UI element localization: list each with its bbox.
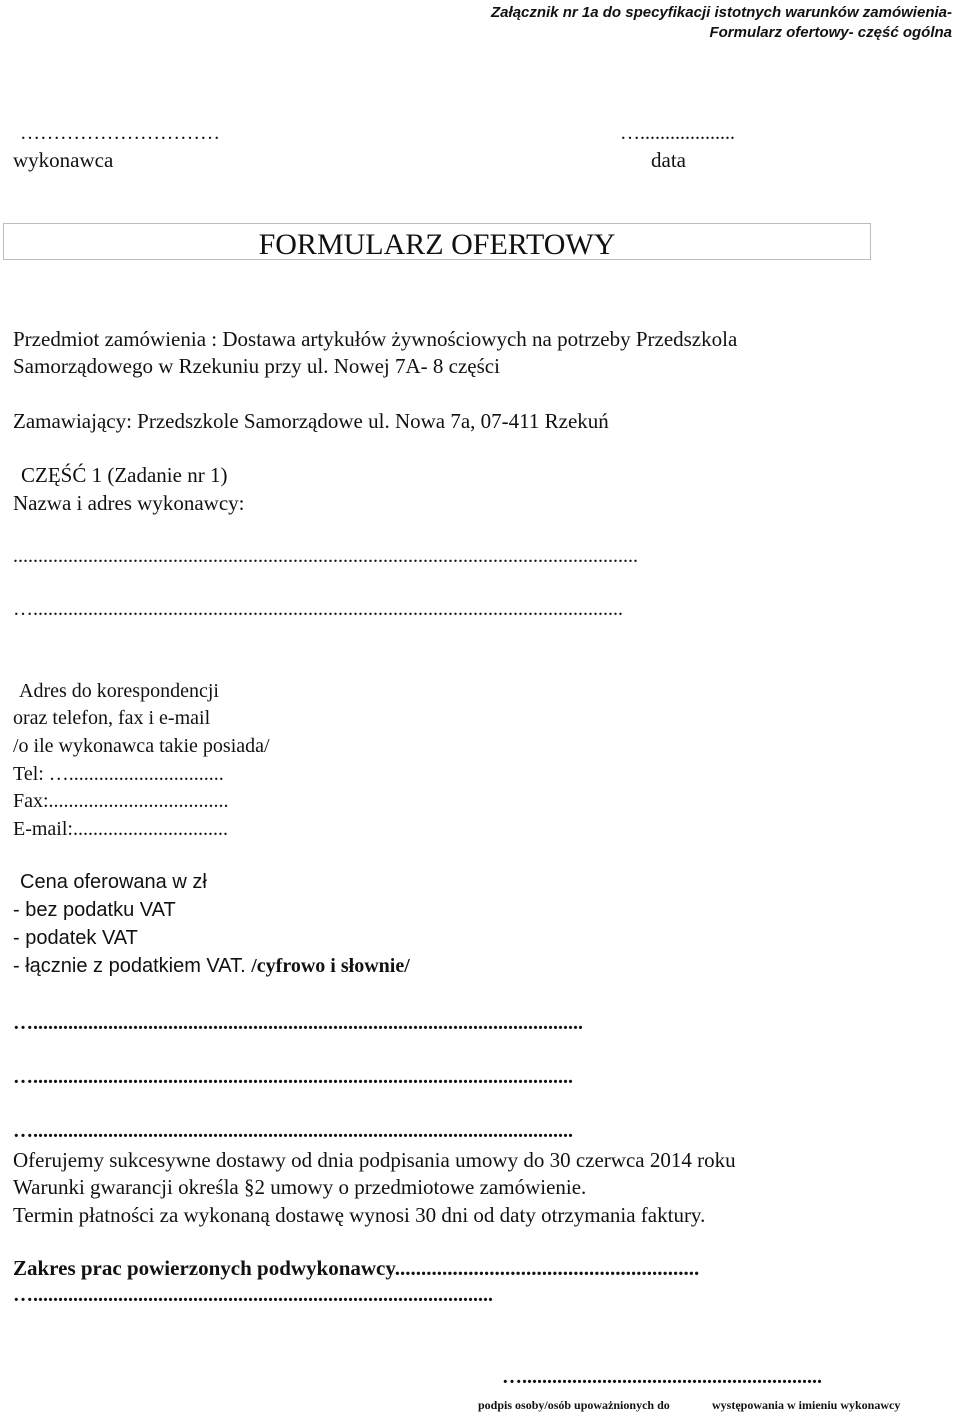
contractor-name-dots-2: …...................................................................................................................... [13,598,623,620]
data-dots: …................... [620,122,735,144]
terms-warranty: Warunki gwarancji określa §2 umowy o przedmiotowe zamówienie. [13,1175,587,1199]
subject-line1: Przedmiot zamówienia : Dostawa artykułów żywnościowych na potrzeby Przedszkola [13,327,738,351]
price-dots-3: …............................................................................................................ [13,1120,573,1142]
title-box [3,223,871,260]
terms-delivery: Oferujemy sukcesywne dostawy od dnia podpisania umowy do 30 czerwca 2014 roku [13,1148,736,1172]
price-dots-1: ….............................................................................................................. [13,1012,583,1034]
price-label: Cena oferowana w zł [20,871,207,893]
price-gross [13,955,410,978]
wykonawca-label: wykonawca [13,148,114,172]
contractor-name-dots-1: ............................................................................................................................. [13,545,638,567]
price-net: - bez podatku VAT [13,899,176,921]
contact-fax: Fax:.................................... [13,790,229,812]
contact-email: E-mail:............................... [13,818,228,840]
wykonawca-dots: ………………………… [20,122,220,144]
contact-line2: oraz telefon, fax i e-mail [13,707,211,729]
signature-label-right: występowania w imieniu wykonawcy [712,1398,901,1412]
contact-tel: Tel: …............................... [13,763,224,785]
price-gross-note: /cyfrowo i słownie/ [251,955,410,977]
subject-line2: Samorządowego w Rzekuniu przy ul. Nowej 7A- 8 części [13,354,500,378]
data-label: data [651,148,686,172]
subcontract-label: Zakres prac powierzonych podwykonawcy.......................................................... [13,1256,700,1280]
contractor-name-label: Nazwa i adres wykonawcy: [13,491,245,515]
zamawiajacy: Zamawiający: Przedszkole Samorządowe ul. Nowa 7a, 07-411 Rzekuń [13,409,609,433]
signature-label-left: podpis osoby/osób upoważnionych do [478,1398,670,1412]
terms-payment: Termin płatności za wykonaną dostawę wynosi 30 dni od daty otrzymania faktury. [13,1203,706,1227]
attachment-header-line2: Formularz ofertowy- część ogólna [709,24,952,41]
price-vat: - podatek VAT [13,927,138,949]
attachment-header-line1: Załącznik nr 1a do specyfikacji istotnych warunków zamówienia- [491,4,952,21]
price-gross-text: - łącznie z podatkiem VAT. [13,955,252,977]
price-dots-2: …............................................................................................................ [13,1066,573,1088]
contact-line1: Adres do korespondencji [19,680,219,702]
subcontract-dots: …............................................................................................ [13,1284,493,1306]
form-title: FORMULARZ OFERTOWY [258,228,616,261]
part-label: CZĘŚĆ 1 (Zadanie nr 1) [21,463,228,487]
signature-dots: …............................................................ [502,1366,822,1388]
contact-line3: /o ile wykonawca takie posiada/ [13,735,270,757]
